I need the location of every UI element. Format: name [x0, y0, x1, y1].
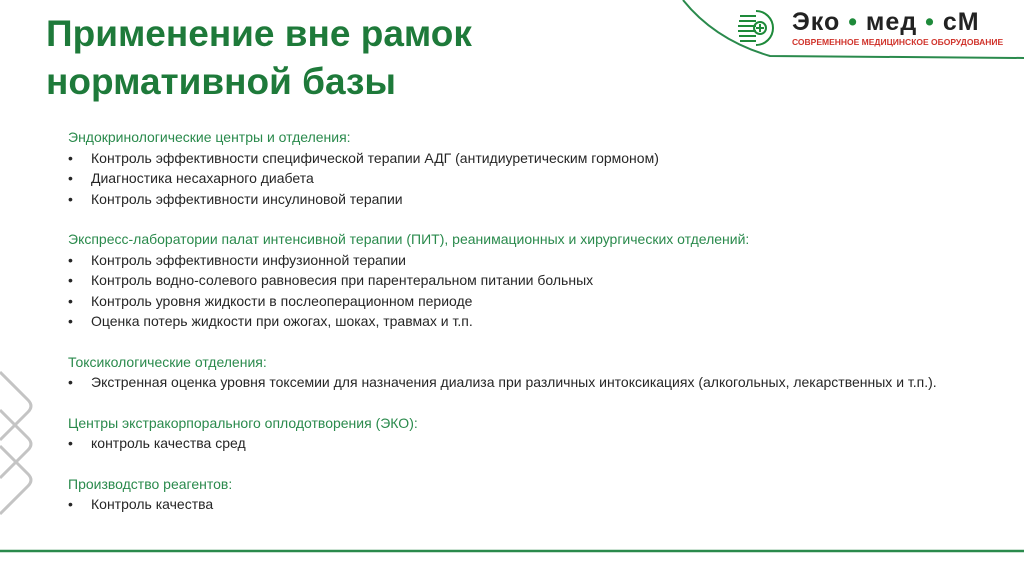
- list-item: • контроль качества сред: [68, 433, 968, 454]
- list-item: • Контроль качества: [68, 494, 968, 515]
- list-item: • Контроль эффективности инфузионной терапии: [68, 250, 968, 271]
- section-heading: Экспресс-лаборатории палат интенсивной терапии (ПИТ), реанимационных и хирургических отделений:: [68, 231, 750, 247]
- section: [68, 127, 968, 209]
- list-item: • Контроль уровня жидкости в послеоперационном периоде: [68, 291, 968, 312]
- company-logo: [738, 8, 1018, 48]
- logo-tagline: СОВРЕМЕННОЕ МЕДИЦИНСКОЕ ОБОРУДОВАНИЕ: [792, 37, 1004, 47]
- section-heading: Эндокринологические центры и отделения:: [68, 129, 351, 145]
- list-item: • Контроль эффективности инсулиновой терапии: [68, 189, 968, 210]
- title-line: Применение вне рамок: [46, 13, 472, 54]
- title-line: нормативной базы: [46, 61, 396, 102]
- list-item: • Диагностика несахарного диабета: [68, 168, 968, 189]
- list-item: • Контроль водно-солевого равновесия при парентеральном питании больных: [68, 270, 968, 291]
- list-item: • Оценка потерь жидкости при ожогах, шоках, травмах и т.п.: [68, 311, 968, 332]
- content: [68, 127, 968, 535]
- section-heading: Производство реагентов:: [68, 475, 233, 492]
- list-item: • Контроль эффективности специфической терапии АДГ (антидиуретическим гормоном): [68, 148, 968, 169]
- page-title: [46, 10, 472, 106]
- section-heading: Центры экстракорпорального оплодотворения (ЭКО):: [68, 414, 418, 431]
- section-heading: Токсикологические отделения:: [68, 353, 267, 370]
- section: [68, 474, 968, 515]
- list-item: • Экстренная оценка уровня токсемии для назначения диализа при различных интоксикациях (алкогольных, лекарственных и т.п.).: [68, 372, 968, 393]
- section: [68, 352, 968, 393]
- section: [68, 229, 968, 332]
- logo-emblem-icon: [738, 8, 784, 48]
- section: [68, 413, 968, 454]
- logo-brand: Эко • мед • сМ: [792, 8, 980, 36]
